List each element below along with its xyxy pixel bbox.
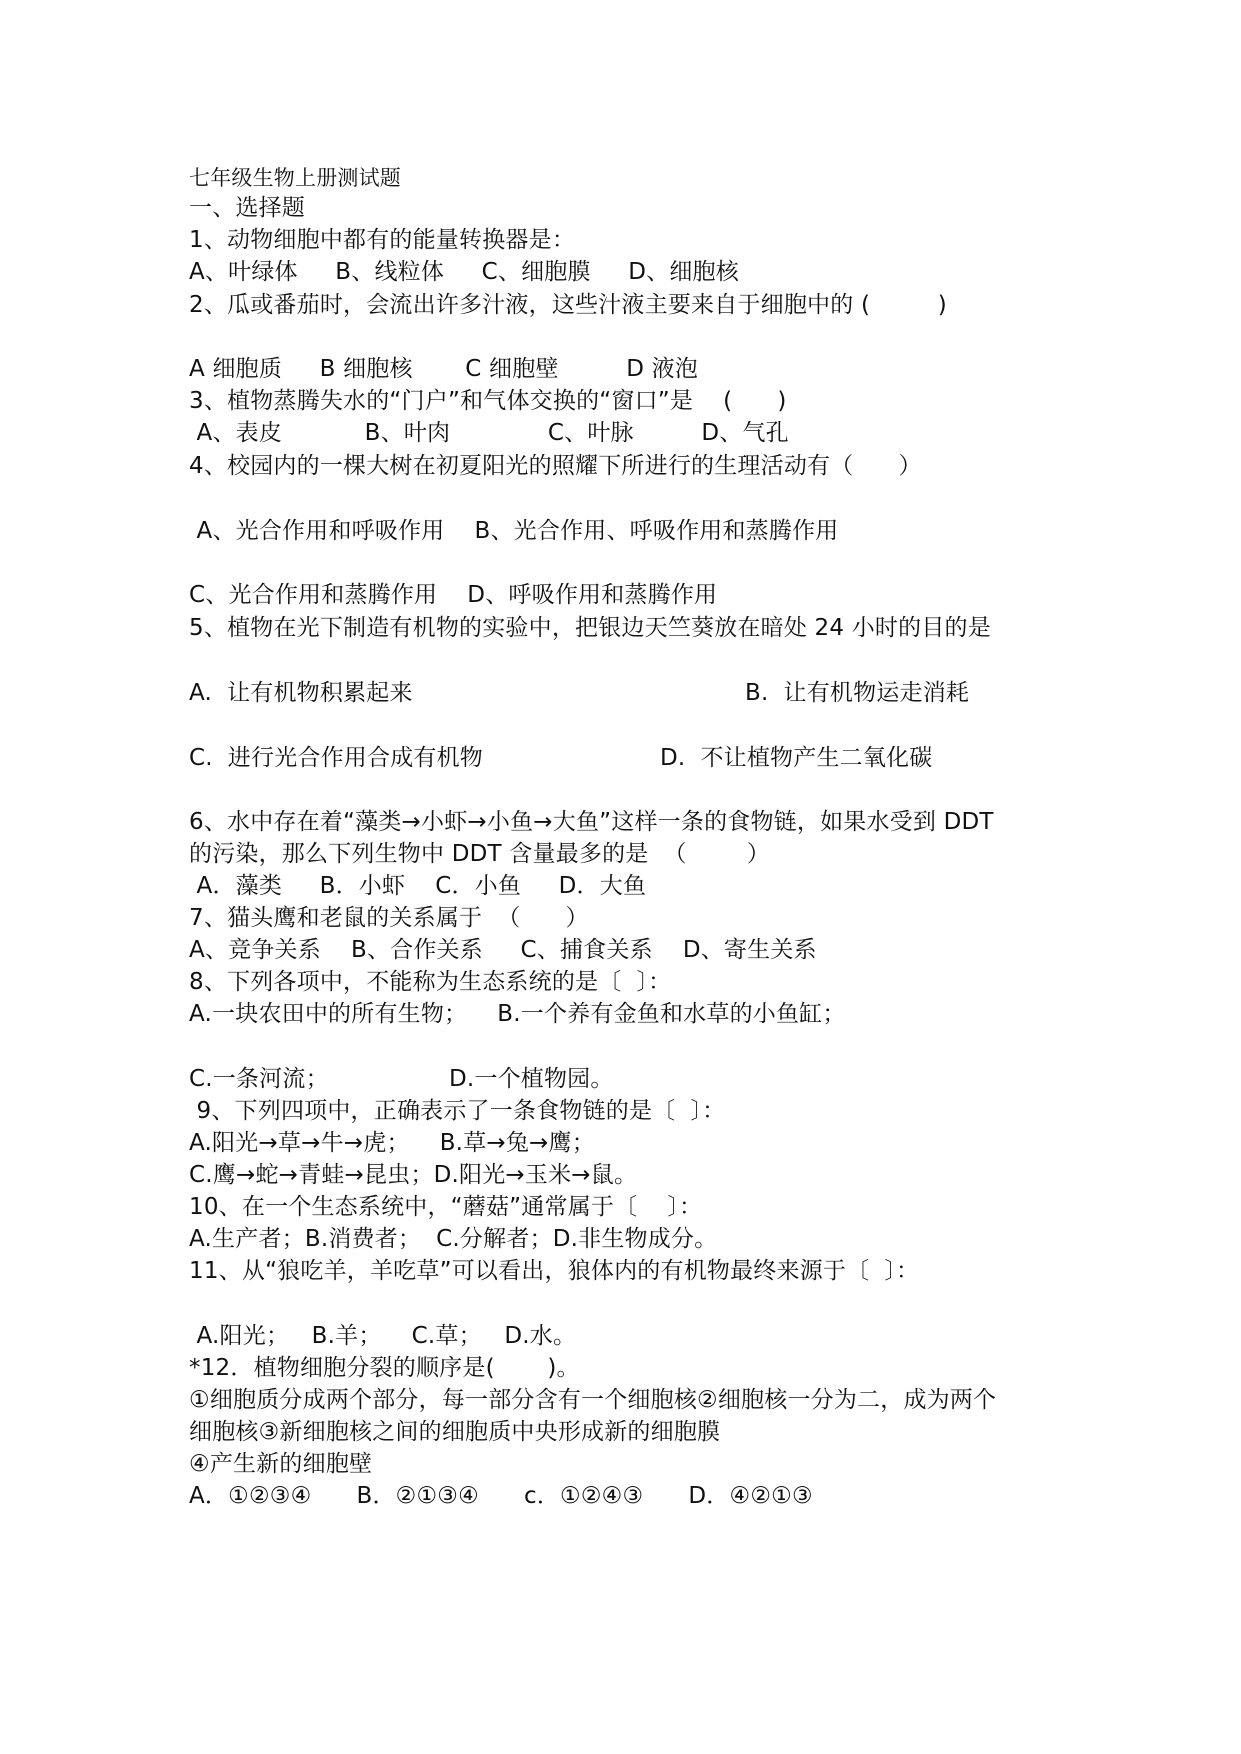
question-5-option-d: D. 不让植物产生二氧化碳 (660, 745, 933, 771)
question-12: *12．植物细胞分裂的顺序是( )。 (189, 1355, 580, 1381)
question-12-step-line-1: ①细胞质分成两个部分，每一部分含有一个细胞核②细胞核一分为二，成为两个 (189, 1387, 997, 1413)
question-8: 8、下列各项中，不能称为生态系统的是〔 〕： (189, 969, 672, 995)
question-8-options-cd: C.一条河流； D.一个植物园。 (189, 1066, 614, 1092)
question-2: 2、瓜或番茄时，会流出许多汁液，这些汁液主要来自于细胞中的 ( ) (189, 292, 947, 318)
question-6: 6、水中存在着“藻类→小虾→小鱼→大鱼”这样一条的食物链，如果水受到 DDT (189, 809, 994, 835)
question-10: 10、在一个生态系统中，“蘑菇”通常属于〔 〕： (189, 1194, 703, 1220)
question-4-options-ab: A、光合作用和呼吸作用 B、光合作用、呼吸作用和蒸腾作用 (189, 518, 839, 544)
question-3-options: A、表皮 B、叶肉 C、叶脉 D、气孔 (189, 420, 789, 446)
question-12-step-line-2: 细胞核③新细胞核之间的细胞质中央形成新的细胞膜 (189, 1419, 721, 1445)
question-1: 1、动物细胞中都有的能量转换器是： (189, 227, 576, 253)
question-6-options: A．藻类 B．小虾 C．小鱼 D．大鱼 (189, 873, 647, 899)
question-12-step-line-3: ④产生新的细胞壁 (189, 1451, 373, 1477)
question-5: 5、植物在光下制造有机物的实验中，把银边天竺葵放在暗处 24 小时的目的是 (189, 615, 991, 641)
question-4: 4、校园内的一棵大树在初夏阳光的照耀下所进行的生理活动有（ ） (189, 453, 922, 479)
question-6-cont: 的污染，那么下列生物中 DDT 含量最多的是 （ ） (189, 841, 771, 867)
question-1-options: A、叶绿体 B、线粒体 C、细胞膜 D、细胞核 (189, 259, 739, 285)
question-3: 3、植物蒸腾失水的“门户”和气体交换的“窗口”是 ( ) (189, 388, 787, 414)
question-9-options-cd: C.鹰→蛇→青蛙→昆虫；D.阳光→玉米→鼠。 (189, 1162, 638, 1188)
question-7: 7、猫头鹰和老鼠的关系属于 （ ） (189, 905, 589, 931)
question-9: 9、下列四项中，正确表示了一条食物链的是〔 〕： (189, 1098, 726, 1124)
document-title: 七年级生物上册测试题 (189, 166, 401, 190)
question-11-options: A.阳光； B.羊； C.草； D.水。 (189, 1323, 577, 1349)
question-7-options: A、竞争关系 B、合作关系 C、捕食关系 D、寄生关系 (189, 937, 817, 963)
section-heading: 一、选择题 (189, 195, 305, 221)
question-8-options-ab: A.一块农田中的所有生物； B.一个养有金鱼和水草的小鱼缸； (189, 1001, 846, 1027)
question-11: 11、从“狼吃羊，羊吃草”可以看出，狼体内的有机物最终来源于〔 〕： (189, 1258, 920, 1284)
question-12-options: A．①②③④ B．②①③④ c．①②④③ D．④②①③ (189, 1483, 813, 1509)
question-4-options-cd: C、光合作用和蒸腾作用 D、呼吸作用和蒸腾作用 (189, 582, 718, 608)
question-9-options-ab: A.阳光→草→牛→虎； B.草→兔→鹰； (189, 1130, 595, 1156)
question-5-option-a: A. 让有机物积累起来 (189, 680, 413, 706)
question-5-option-c: C. 进行光合作用合成有机物 (189, 745, 483, 771)
question-10-options: A.生产者；B.消费者； C.分解者；D.非生物成分。 (189, 1226, 718, 1252)
question-5-option-b: B. 让有机物运走消耗 (745, 680, 970, 706)
question-2-options: A 细胞质 B 细胞核 C 细胞壁 D 液泡 (189, 356, 699, 382)
